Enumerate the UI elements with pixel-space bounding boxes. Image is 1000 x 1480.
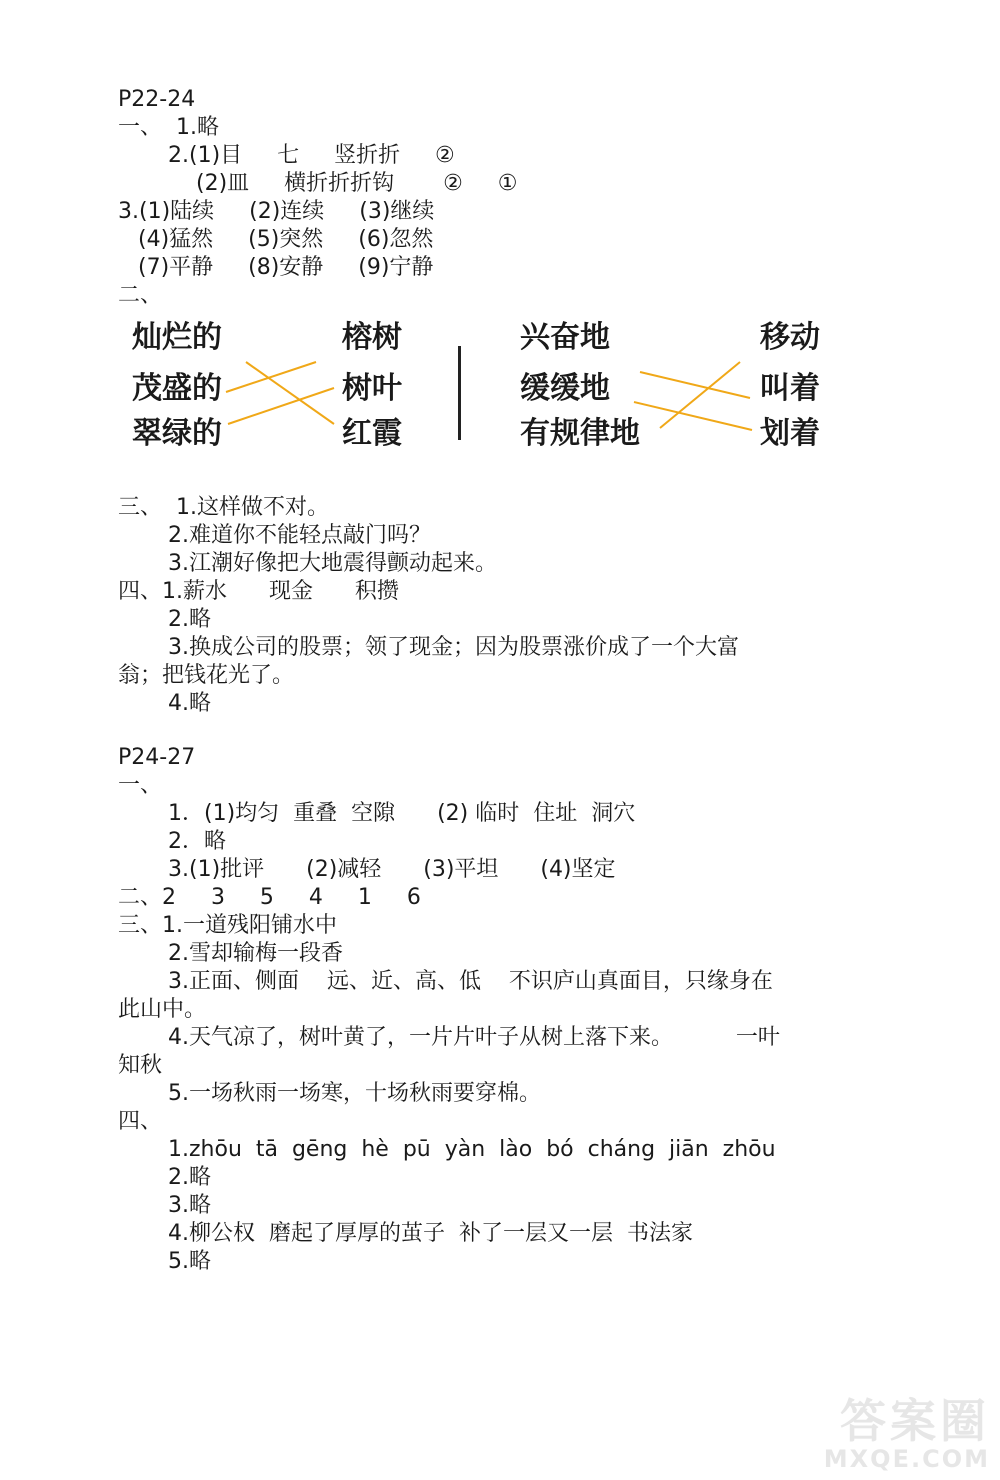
answer-line: 2.略	[168, 607, 211, 632]
match-left-word: 有规律地	[520, 416, 640, 451]
match-left-word: 缓缓地	[520, 371, 610, 406]
watermark-logo	[824, 1396, 990, 1472]
answer-line: (2)皿 横折折折钩 ② ①	[196, 171, 518, 196]
answer-line: 三、1.一道残阳铺水中	[118, 913, 337, 938]
answer-line: 3.略	[168, 1193, 211, 1218]
answer-line: 知秋	[118, 1053, 163, 1078]
match-right-word: 叫着	[760, 371, 820, 406]
answer-line: 2.略	[168, 1165, 211, 1190]
answer-line: 四、1.薪水 现金 积攒	[118, 579, 399, 604]
answer-line: 1.zhōu tā gēng hè pū yàn lào bó cháng jiān zhōu	[168, 1137, 776, 1162]
match-left-word: 兴奋地	[520, 320, 610, 355]
match-line	[640, 372, 750, 398]
answer-line: 5.一场秋雨一场寒，十场秋雨要穿棉。	[168, 1081, 541, 1106]
match-right-word: 树叶	[342, 371, 402, 406]
watermark-url: MXQE.COM	[823, 1445, 990, 1473]
question-label: 一、	[118, 773, 163, 798]
match-right-word: 移动	[760, 320, 820, 355]
match-right-word: 榕树	[342, 320, 402, 355]
answer-line: 三、 1.这样做不对。	[118, 495, 329, 520]
match-left-word: 茂盛的	[132, 371, 222, 406]
answer-line: 二、2 3 5 4 1 6	[118, 885, 421, 910]
answer-line: 翁；把钱花光了。	[118, 663, 295, 688]
match-line	[226, 362, 316, 392]
match-line	[228, 388, 334, 424]
answer-line: (7)平静 (8)安静 (9)宁静	[138, 255, 434, 280]
watermark-text: 答案圈	[840, 1394, 990, 1448]
answer-line: 4.天气凉了，树叶黄了，一片片叶子从树上落下来。 一叶	[168, 1025, 780, 1050]
answer-line: 4.柳公权 磨起了厚厚的茧子 补了一层又一层 书法家	[168, 1221, 693, 1246]
answer-line: 3.江潮好像把大地震得颤动起来。	[168, 551, 497, 576]
question-label: 四、	[118, 1109, 163, 1134]
match-left-word: 灿烂的	[132, 320, 222, 355]
answer-line: 2.难道你不能轻点敲门吗？	[168, 523, 431, 548]
answer-line: 2.雪却输梅一段香	[168, 941, 343, 966]
answer-line: 3.(1)批评 (2)减轻 (3)平坦 (4)坚定	[168, 857, 616, 882]
answer-line: 2.(1)目 七 竖折折 ②	[168, 143, 455, 168]
match-right-word: 红霞	[342, 416, 402, 451]
page-range-1: P22-24	[118, 87, 196, 112]
match-line	[634, 402, 752, 430]
match-left-word: 翠绿的	[132, 416, 222, 451]
answer-line: 一、 1.略	[118, 115, 219, 140]
answer-line: 此山中。	[118, 997, 207, 1022]
answer-line: 1．(1)均匀 重叠 空隙 (2) 临时 住址 洞穴	[168, 801, 636, 826]
answer-line: 3.换成公司的股票；领了现金；因为股票涨价成了一个大富	[168, 635, 739, 660]
answer-line: 5.略	[168, 1249, 211, 1274]
answer-line: 2．略	[168, 829, 226, 854]
answer-line: (4)猛然 (5)突然 (6)忽然	[138, 227, 434, 252]
match-right-word: 划着	[760, 416, 820, 451]
answer-line: 4.略	[168, 691, 211, 716]
answer-line: 3.正面、侧面 远、近、高、低 不识庐山真面目，只缘身在	[168, 969, 773, 994]
page-range-2: P24-27	[118, 745, 196, 770]
answer-line: 3.(1)陆续 (2)连续 (3)继续	[118, 199, 435, 224]
question-label: 二、	[118, 283, 163, 308]
